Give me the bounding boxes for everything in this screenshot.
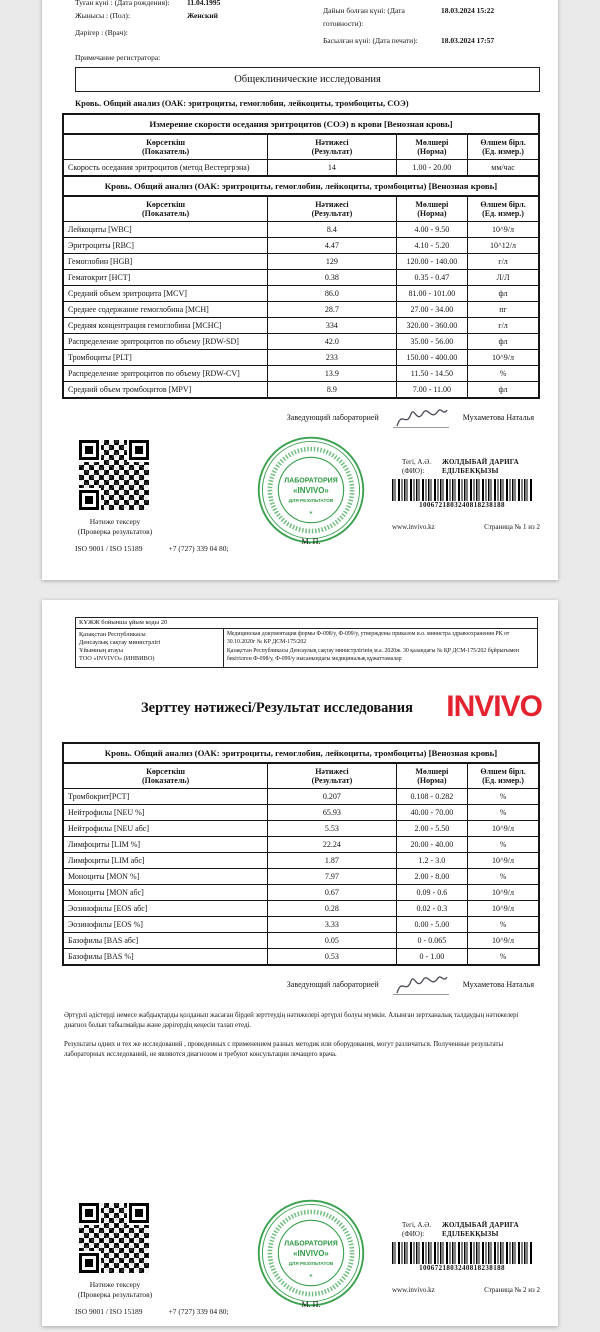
table-row: [63, 805, 539, 821]
stamp-place-label: М. П.: [301, 537, 321, 546]
patient-name-line2: ЕДІЛБЕКҚЫЗЫ: [442, 1230, 499, 1238]
cell-parameter: Базофилы [BAS %]: [63, 949, 268, 966]
cell-result: 3.33: [268, 917, 397, 933]
col-norm: Мөлшері (Норма): [396, 196, 467, 222]
table-row: [63, 837, 539, 853]
doctor-label: Дәрігер : (Врач):: [75, 28, 128, 37]
cell-unit: %: [468, 789, 539, 805]
qr-caption-ru: (Проверка результатов): [77, 527, 153, 536]
col-norm: Мөлшері (Норма): [396, 763, 467, 789]
qr-caption-ru: (Проверка результатов): [77, 1290, 153, 1299]
cell-parameter: Эритроциты [RBC]: [63, 238, 268, 254]
cell-norm: 0 - 1.00: [396, 949, 467, 966]
cell-parameter: Распределение эритроцитов по объему [RDW-SD]: [63, 334, 268, 350]
cell-result: 65.93: [268, 805, 397, 821]
cell-parameter: Лимфоциты [LIM абс]: [63, 853, 268, 869]
stamp-place-label: М. П.: [301, 1300, 321, 1309]
iso-certification: ISO 9001 / ISO 15189: [75, 1307, 143, 1316]
col-unit: Өлшем бірл. (Ед. измер.): [468, 196, 539, 222]
cell-norm: 4.00 - 9.50: [396, 222, 467, 238]
table-row: [63, 160, 539, 177]
cell-unit: 10^9/л: [468, 853, 539, 869]
registrar-note-label: Примечание регистратора:: [75, 53, 161, 62]
disclaimer-ru: Результаты одних и тех же исследований , проведенных с применением разных методик или оборудования, могут различаться. Полученные результаты лабораторных исследований, не являются диагнозом и требуют консультации лечащего врача.: [64, 1041, 504, 1058]
analysis-subtitle: Кровь. Общий анализ (ОАК: эритроциты, гемоглобин, лейкоциты, тромбоциты, СОЭ): [75, 98, 409, 108]
col-result: Нәтижесі (Результат): [268, 763, 397, 789]
cell-parameter: Лимфоциты [LIM %]: [63, 837, 268, 853]
lab-stamp: [230, 434, 392, 551]
barcode: [392, 1242, 532, 1264]
cell-norm: 20.00 - 40.00: [396, 837, 467, 853]
cell-result: 0.05: [268, 933, 397, 949]
form-approval-note: [223, 629, 537, 668]
form-note-ru: Медицинская документация формы Ф-098/у, Ф-099/у, утверждены приказом и.о. министра здравоохранения РК от 30.10.2020г № КР ДСМ-175/202: [226, 631, 510, 645]
patient-label-kk: Тегі, А.Ә.: [402, 458, 432, 466]
cell-unit: %: [468, 949, 539, 966]
cell-unit: 10^9/л: [468, 933, 539, 949]
cell-unit: 10^9/л: [468, 350, 539, 366]
cell-result: 4.47: [268, 238, 397, 254]
col-unit: Өлшем бірл. (Ед. измер.): [468, 763, 539, 789]
cell-norm: 81.00 - 101.00: [396, 286, 467, 302]
website-link: www.invivo.kz: [392, 523, 435, 531]
cell-parameter: Распределение эритроцитов по объему [RDW-CV]: [63, 366, 268, 382]
dob-value: 11.04.1995: [187, 0, 221, 7]
signature-title: Заведующий лабораторией: [286, 979, 379, 989]
cell-parameter: Гематокрит [HCT]: [63, 270, 268, 286]
svg-text:✶: ✶: [308, 510, 314, 517]
cell-parameter: Скорость оседания эритроцитов (метод Вестергрэна): [63, 160, 268, 177]
cell-norm: 35.00 - 56.00: [396, 334, 467, 350]
table-row: [63, 949, 539, 966]
barcode-number: 1006721803240818238188: [419, 1264, 505, 1272]
page-footer: [75, 1203, 540, 1316]
cell-result: 334: [268, 318, 397, 334]
cell-unit: %: [468, 917, 539, 933]
cell-parameter: Гемоглобин [HGB]: [63, 254, 268, 270]
cell-unit: %: [468, 805, 539, 821]
qr-caption-kk: Нәтиже тексеру: [89, 1280, 141, 1289]
cell-result: 233: [268, 350, 397, 366]
print-date-label: Басылған күні: (Дата печати):: [323, 36, 418, 45]
cell-parameter: Тромбокрит[PCT]: [63, 789, 268, 805]
cell-unit: фл: [468, 382, 539, 399]
cell-result: 5.53: [268, 821, 397, 837]
cell-norm: 27.00 - 34.00: [396, 302, 467, 318]
patient-name-line1: ЖОЛДЫБАЙ ДАРИГА: [442, 458, 519, 466]
cell-unit: фл: [468, 334, 539, 350]
patient-name-line1: ЖОЛДЫБАЙ ДАРИГА: [442, 1221, 519, 1229]
qr-code: [79, 1203, 149, 1273]
cell-parameter: Нейтрофилы [NEU %]: [63, 805, 268, 821]
cell-norm: 320.00 - 360.00: [396, 318, 467, 334]
cell-unit: %: [468, 869, 539, 885]
col-result: Нәтижесі (Результат): [268, 134, 397, 160]
cell-result: 8.9: [268, 382, 397, 399]
table-row: [63, 917, 539, 933]
cell-unit: мм/час: [468, 160, 539, 177]
cell-result: 0.53: [268, 949, 397, 966]
barcode: [392, 479, 532, 501]
form-note-kk: Қазақстан Республикасы Денсаулық сақтау министрлігінің м.а. 2020ж. 30 қазандағы № ҚР ДСМ-175/202 бұйрығымен бекітілген Ф-098/у, Ф-099/у нысанындағы медициналық құжаттамалар: [226, 648, 520, 662]
col-unit: Өлшем бірл. (Ед. измер.): [468, 134, 539, 160]
table-row: [63, 869, 539, 885]
patient-label-ru: (ФИО):: [402, 467, 425, 475]
table-row: [63, 885, 539, 901]
cell-norm: 0 - 0.065: [396, 933, 467, 949]
signature-title: Заведующий лабораторией: [286, 412, 379, 422]
table-header-row: [63, 763, 539, 789]
cell-parameter: Среднее содержание гемоглобина [MCH]: [63, 302, 268, 318]
svg-text:ЛАБОРАТОРИЯ: ЛАБОРАТОРИЯ: [284, 1240, 338, 1248]
table-row: [63, 222, 539, 238]
signature-block: [42, 971, 534, 997]
cell-result: 28.7: [268, 302, 397, 318]
cell-result: 0.67: [268, 885, 397, 901]
cell-unit: %: [468, 837, 539, 853]
cell-norm: 1.00 - 20.00: [396, 160, 467, 177]
cell-parameter: Нейтрофилы [NEU абс]: [63, 821, 268, 837]
cell-parameter: Средняя концентрация гемоглобина [MCHC]: [63, 318, 268, 334]
report-page-1: [42, 0, 558, 580]
cell-norm: 40.00 - 70.00: [396, 805, 467, 821]
sex-value: Женский: [187, 11, 218, 20]
org-info-line: Ұйымның атауы: [79, 647, 123, 654]
ready-date-label: Дайын болған күні: (Дата готовности):: [323, 6, 405, 28]
disclaimer-kk: Әртүрлі әдістерді немесе жабдықтарды қолданып жасаған бірдей зерттеудің нәтижелері әртүрлі болуы мүмкін. Алынған зертханалық талдаудың нәтижелері диагноз болып табылмайды және дәрігердің кеңесін талап етеді.: [64, 1012, 519, 1029]
svg-text:ДЛЯ РЕЗУЛЬТАТОВ: ДЛЯ РЕЗУЛЬТАТОВ: [288, 498, 334, 504]
table-row: [63, 789, 539, 805]
qr-caption-kk: Нәтиже тексеру: [89, 517, 141, 526]
table-row: [63, 302, 539, 318]
patient-meta: [42, 0, 558, 47]
soe-table-title: Измерение скорости оседания эритроцитов (СОЭ) в крови [Венозная кровь]: [63, 114, 539, 134]
cell-parameter: Лейкоциты [WBC]: [63, 222, 268, 238]
svg-text:ДЛЯ РЕЗУЛЬТАТОВ: ДЛЯ РЕЗУЛЬТАТОВ: [288, 1261, 334, 1267]
patient-label-ru: (ФИО):: [402, 1230, 425, 1238]
cell-unit: Л/Л: [468, 270, 539, 286]
signature: [393, 971, 449, 997]
table-row: [63, 254, 539, 270]
table-row: [63, 238, 539, 254]
cell-result: 22.24: [268, 837, 397, 853]
cell-norm: 7.00 - 11.00: [396, 382, 467, 399]
sex-label: Жынысы : (Пол):: [75, 11, 130, 20]
cell-unit: 10^12/л: [468, 238, 539, 254]
cell-result: 129: [268, 254, 397, 270]
invivo-logo: INVIVO: [446, 690, 542, 723]
section-box: Общеклинические исследования: [75, 67, 540, 92]
cell-unit: пг: [468, 302, 539, 318]
table-row: [63, 366, 539, 382]
svg-text:ЛАБОРАТОРИЯ: ЛАБОРАТОРИЯ: [284, 477, 338, 485]
website-link: www.invivo.kz: [392, 1286, 435, 1294]
col-parameter: Көрсеткіш (Показатель): [63, 134, 268, 160]
phone-number: +7 (727) 339 04 80;: [168, 1307, 229, 1316]
cell-norm: 11.50 - 14.50: [396, 366, 467, 382]
barcode-number: 1006721803240818238188: [419, 501, 505, 509]
print-date-value: 18.03.2024 17:57: [441, 36, 495, 45]
table-row: [63, 901, 539, 917]
table-row: [63, 318, 539, 334]
cell-parameter: Моноциты [MON %]: [63, 869, 268, 885]
table-row: [63, 286, 539, 302]
table-header-row: [63, 134, 539, 160]
cell-norm: 4.10 - 5.20: [396, 238, 467, 254]
cell-result: 0.28: [268, 901, 397, 917]
cell-norm: 0.35 - 0.47: [396, 270, 467, 286]
results-table-page1: [62, 113, 540, 399]
table-row: [63, 853, 539, 869]
cell-parameter: Эозинофилы [EOS абс]: [63, 901, 268, 917]
cell-unit: г/л: [468, 318, 539, 334]
cell-result: 13.9: [268, 366, 397, 382]
cell-unit: фл: [468, 286, 539, 302]
table-header-row: [63, 196, 539, 222]
oak-table-title: Кровь. Общий анализ (ОАК: эритроциты, гемоглобин, лейкоциты, тромбоциты) [Венозная кровь]: [63, 743, 539, 763]
cell-parameter: Средний объем эритроцита [MCV]: [63, 286, 268, 302]
page-title: Зерттеу нәтижесі/Результат исследования: [140, 700, 413, 716]
cell-result: 0.207: [268, 789, 397, 805]
cell-norm: 150.00 - 400.00: [396, 350, 467, 366]
svg-text:«INVIVO»: «INVIVO»: [293, 485, 329, 495]
table-row: [63, 334, 539, 350]
cell-parameter: Средний объем тромбоцитов [MPV]: [63, 382, 268, 399]
col-result: Нәтижесі (Результат): [268, 196, 397, 222]
cell-unit: 10^9/л: [468, 901, 539, 917]
cell-norm: 2.00 - 8.00: [396, 869, 467, 885]
dob-label: Туған күні : (Дата рождения):: [75, 0, 170, 7]
cell-norm: 0.108 - 0.282: [396, 789, 467, 805]
qr-code: [79, 440, 149, 510]
cell-norm: 1.2 - 3.0: [396, 853, 467, 869]
disclaimer: [64, 1011, 536, 1060]
org-info-line: ТОО «INVIVO» (ИНВИВО): [79, 655, 155, 662]
table-row: [63, 382, 539, 399]
table-row: [63, 821, 539, 837]
svg-text:«INVIVO»: «INVIVO»: [293, 1248, 329, 1258]
signature-block: [42, 404, 534, 430]
cell-result: 8.4: [268, 222, 397, 238]
org-info-line: Қазақстан Республикасы: [79, 631, 146, 638]
cell-parameter: Тромбоциты [PLT]: [63, 350, 268, 366]
report-page-2: [42, 600, 558, 1326]
org-info: [76, 629, 224, 668]
cell-unit: %: [468, 366, 539, 382]
cell-unit: г/л: [468, 254, 539, 270]
cell-unit: 10^9/л: [468, 885, 539, 901]
col-norm: Мөлшері (Норма): [396, 134, 467, 160]
cell-parameter: Моноциты [MON абс]: [63, 885, 268, 901]
cell-result: 14: [268, 160, 397, 177]
form-header-table: [75, 617, 538, 668]
page-number: Страница № 2 из 2: [484, 1286, 540, 1294]
lab-head-name: Мухаметова Наталья: [462, 979, 534, 989]
table-row: [63, 270, 539, 286]
cell-norm: 0.00 - 5.00: [396, 917, 467, 933]
signature: [393, 404, 449, 430]
iso-certification: ISO 9001 / ISO 15189: [75, 544, 143, 553]
page-number: Страница № 1 из 2: [484, 523, 540, 531]
col-parameter: Көрсеткіш (Показатель): [63, 196, 268, 222]
page-footer: [75, 440, 540, 553]
results-table-page2: [62, 742, 540, 966]
cell-result: 7.97: [268, 869, 397, 885]
lab-head-name: Мухаметова Наталья: [462, 412, 534, 422]
cell-result: 86.0: [268, 286, 397, 302]
col-parameter: Көрсеткіш (Показатель): [63, 763, 268, 789]
cell-norm: 120.00 - 140.00: [396, 254, 467, 270]
org-info-line: Денсаулық сақтау министрлігі: [79, 639, 161, 646]
cell-norm: 0.09 - 0.6: [396, 885, 467, 901]
cell-parameter: Базофилы [BAS абс]: [63, 933, 268, 949]
phone-number: +7 (727) 339 04 80;: [168, 544, 229, 553]
org-code: КҰЖЖ бойынша ұйым коды 20: [76, 618, 538, 629]
cell-unit: 10^9/л: [468, 821, 539, 837]
cell-result: 0.38: [268, 270, 397, 286]
patient-label-kk: Тегі, А.Ә.: [402, 1221, 432, 1229]
table-row: [63, 933, 539, 949]
patient-name-line2: ЕДІЛБЕКҚЫЗЫ: [442, 467, 499, 475]
cell-unit: 10^9/л: [468, 222, 539, 238]
cell-norm: 0.02 - 0.3: [396, 901, 467, 917]
cell-parameter: Эозинофилы [EOS %]: [63, 917, 268, 933]
svg-text:✶: ✶: [308, 1273, 314, 1280]
table-row: [63, 350, 539, 366]
cell-norm: 2.00 - 5.50: [396, 821, 467, 837]
lab-stamp: [230, 1197, 392, 1314]
cell-result: 1.87: [268, 853, 397, 869]
cell-result: 42.0: [268, 334, 397, 350]
ready-date-value: 18.03.2024 15:22: [441, 6, 495, 15]
oak-table-title: Кровь. Общий анализ (ОАК: эритроциты, гемоглобин, лейкоциты, тромбоциты) [Венозная кровь]: [63, 176, 539, 196]
